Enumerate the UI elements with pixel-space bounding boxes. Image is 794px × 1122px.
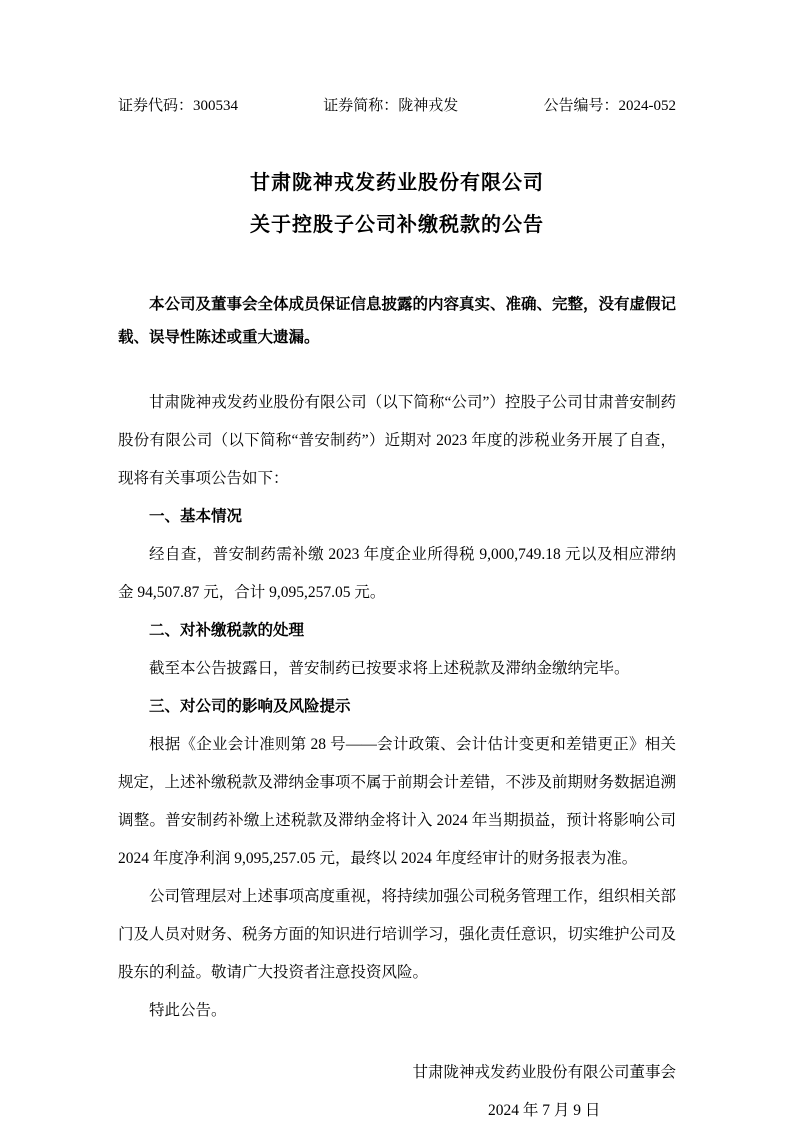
announcement-body (118, 384, 676, 1030)
signature-block (118, 1054, 676, 1122)
closing-statement: 特此公告。 (149, 1002, 227, 1019)
section-heading-3: 三、对公司的影响及风险提示 (149, 698, 351, 715)
stock-code: 证券代码：300534 (118, 98, 239, 114)
announcement-number: 公告编号：2024-052 (543, 98, 676, 114)
section-2-paragraph: 截至本公告披露日，普安制药已按要求将上述税款及滞纳金缴纳完毕。 (149, 660, 630, 677)
section-1-paragraph: 经自查，普安制药需补缴 2023 年度企业所得税 9,000,749.18 元以及相应滞纳金 94,507.87 元，合计 9,095,257.05 元。 (118, 546, 676, 601)
title-block (118, 162, 676, 246)
truthfulness-declaration: 本公司及董事会全体成员保证信息披露的内容真实、准确、完整，没有虚假记载、误导性陈述或重大遗漏。 (118, 296, 677, 346)
announcement-date: 2024 年 7 月 9 日 (488, 1102, 601, 1119)
section-heading-2: 二、对补缴税款的处理 (149, 622, 305, 639)
company-title: 甘肃陇神戎发药业股份有限公司 (250, 172, 544, 194)
section-3-paragraph-1: 根据《企业会计准则第 28 号——会计政策、会计估计变更和差错更正》相关规定，上述补缴税款及滞纳金事项不属于前期会计差错，不涉及前期财务数据追溯调整。普安制药补缴上述税款及滞纳金将计入 2024 年当期损益，预计将影响公司 2024 年度净利润 9,095,257.05 元，最终以 2024 年度经审计的财务报表为准。 (118, 736, 677, 867)
section-3-paragraph-2: 公司管理层对上述事项高度重视，将持续加强公司税务管理工作，组织相关部门及人员对财务、税务方面的知识进行培训学习，强化责任意识，切实维护公司及股东的利益。敬请广大投资者注意投资风险。 (118, 888, 677, 981)
signature-inner (412, 1054, 676, 1122)
board-signature: 甘肃陇神戎发药业股份有限公司董事会 (412, 1064, 676, 1081)
section-heading-1: 一、基本情况 (149, 508, 243, 525)
document-header (118, 96, 676, 116)
announcement-title: 关于控股子公司补缴税款的公告 (250, 214, 544, 236)
intro-paragraph: 甘肃陇神戎发药业股份有限公司（以下简称“公司”）控股子公司甘肃普安制药股份有限公司（以下简称“普安制药”）近期对 2023 年度的涉税业务开展了自查，现将有关事项公告如下： (118, 394, 676, 487)
stock-name: 证券简称：陇神戎发 (323, 98, 459, 114)
